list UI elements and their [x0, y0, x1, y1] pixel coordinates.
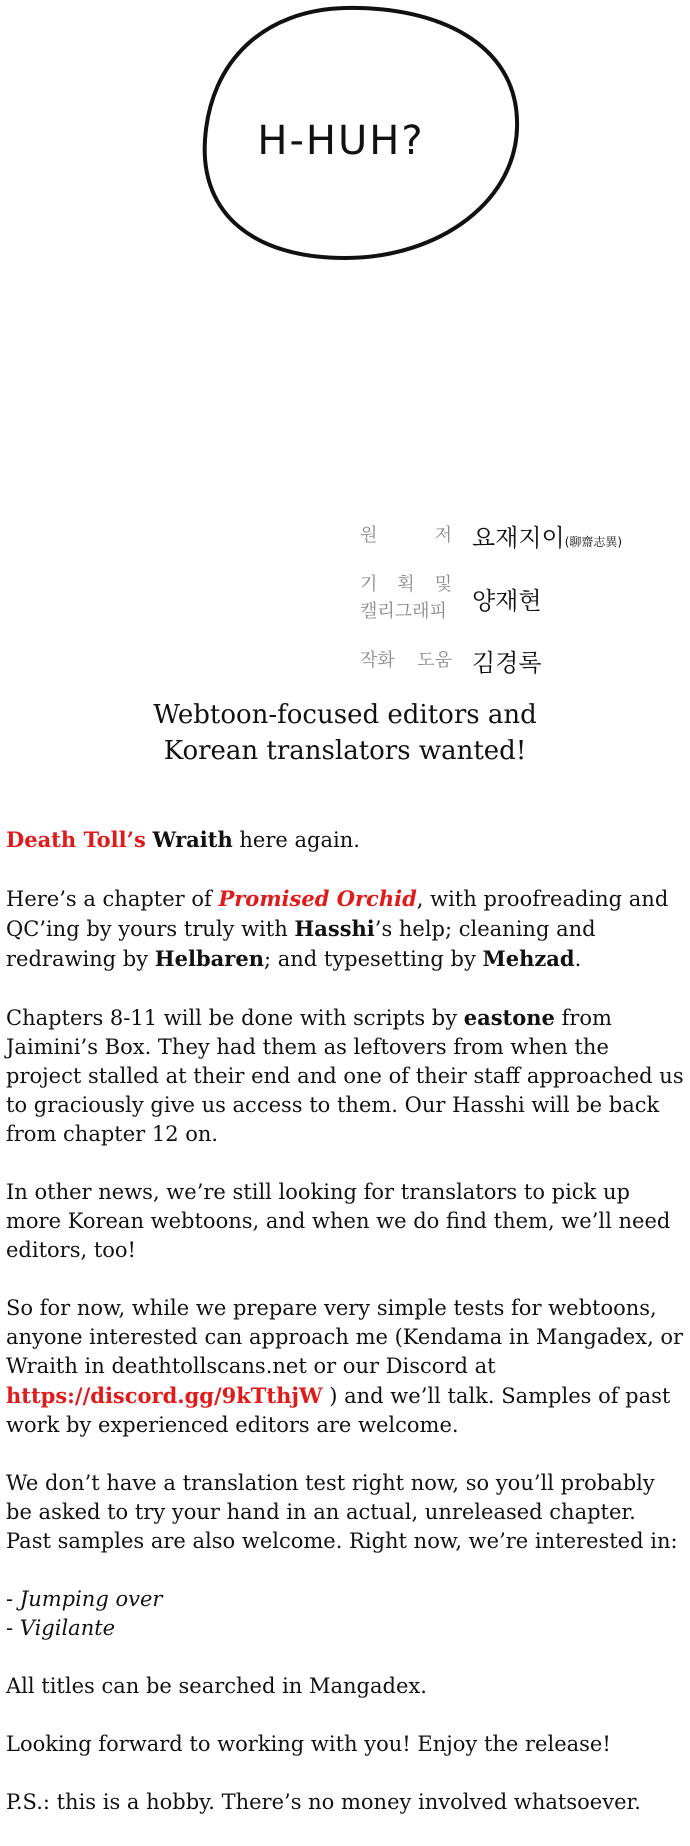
notes-credits-paragraph: [6, 884, 686, 974]
credit-role-line: 캘리그래피: [360, 601, 447, 622]
recruit-line-2: Korean translators wanted!: [163, 736, 527, 766]
text-segment: Here’s a chapter of: [6, 887, 219, 911]
author-name: Wraith: [152, 827, 233, 852]
text-segment: .: [574, 947, 582, 971]
cleaner-name: Helbaren: [154, 946, 264, 971]
credit-name: [472, 581, 542, 616]
credit-name-text: 양재현: [472, 586, 542, 615]
credit-name-note: (聊齋志異): [564, 535, 623, 549]
credit-name: [472, 643, 542, 678]
titles-list: - Jumping over - Vigilante: [6, 1587, 163, 1640]
bubble-text: H-HUH?: [257, 118, 425, 164]
credit-role-line: 원 저: [360, 525, 452, 546]
credit-role: [360, 522, 452, 549]
credit-row-planning-calligraphy: [360, 571, 680, 625]
notes-recruiting-paragraph: In other news, we’re still looking for translators to pick up more Korean webtoons, and when we do find them, we’ll need editors, too!: [6, 1180, 671, 1262]
credit-role-line: 작화 도움: [360, 650, 452, 671]
notes-scripts-paragraph: [6, 1003, 686, 1149]
text-segment: ’s help; cleaning and redrawing by: [6, 917, 596, 971]
recruit-heading: [0, 697, 690, 769]
intro-text: here again.: [232, 828, 360, 852]
series-title: Promised Orchid: [218, 886, 417, 911]
text-segment: Chapters 8-11 will be done with scripts by: [6, 1006, 464, 1030]
notes-ps-paragraph: P.S.: this is a hobby. There’s no money involved whatsoever.: [6, 1790, 641, 1814]
discord-link[interactable]: https://discord.gg/9kTthjW: [6, 1383, 323, 1408]
credit-name-text: 요재지이: [472, 524, 565, 552]
group-name: Death Toll’s: [6, 827, 146, 852]
text-segment: from Jaimini’s Box. They had them as leftovers from when the project stalled at their end and one of their staff approached us to graciously give us access to them. Our Hasshi will be back from chapter 12 on.: [6, 1006, 684, 1146]
typesetter-name: Mehzad: [482, 946, 575, 971]
speech-bubble: [0, 0, 690, 270]
scripter-name: eastone: [463, 1005, 555, 1030]
notes-contact-paragraph: [6, 1294, 686, 1440]
credit-role-line: 기 획 및: [360, 574, 452, 595]
credit-name: [472, 518, 622, 553]
credits-block: [360, 518, 680, 696]
credit-role: [360, 647, 452, 674]
recruit-line-1: Webtoon-focused editors and: [153, 700, 537, 730]
helper-name: Hasshi: [294, 916, 375, 941]
notes-intro: [6, 825, 686, 855]
notes-translation-paragraph: We don’t have a translation test right now, so you’ll probably be asked to try your hand in an actual, unreleased chapter. Past samples are also welcome. Right now, we’re interested in:: [6, 1471, 678, 1553]
text-segment: So for now, while we prepare very simple tests for webtoons, anyone interested can approach me (Kendama in Mangadex, or Wraith in deathtollscans.net or our Discord at: [6, 1296, 684, 1378]
credit-role: [360, 571, 452, 625]
notes-closing-paragraph: Looking forward to working with you! Enjoy the release!: [6, 1732, 611, 1756]
notes-search-paragraph: All titles can be searched in Mangadex.: [6, 1674, 427, 1698]
list-item: Jumping over: [19, 1587, 163, 1611]
text-segment: , with proofreading and QC’ing by yours truly with: [6, 887, 669, 941]
release-notes: [6, 825, 686, 1846]
text-segment: ) and we’ll talk. Samples of past work by experienced editors are welcome.: [6, 1384, 671, 1437]
credit-row-art-assist: [360, 643, 680, 678]
list-item: Vigilante: [19, 1616, 116, 1640]
credit-row-original-author: [360, 518, 680, 553]
credit-name-text: 김경록: [472, 649, 542, 677]
text-segment: ; and typesetting by: [263, 947, 483, 971]
